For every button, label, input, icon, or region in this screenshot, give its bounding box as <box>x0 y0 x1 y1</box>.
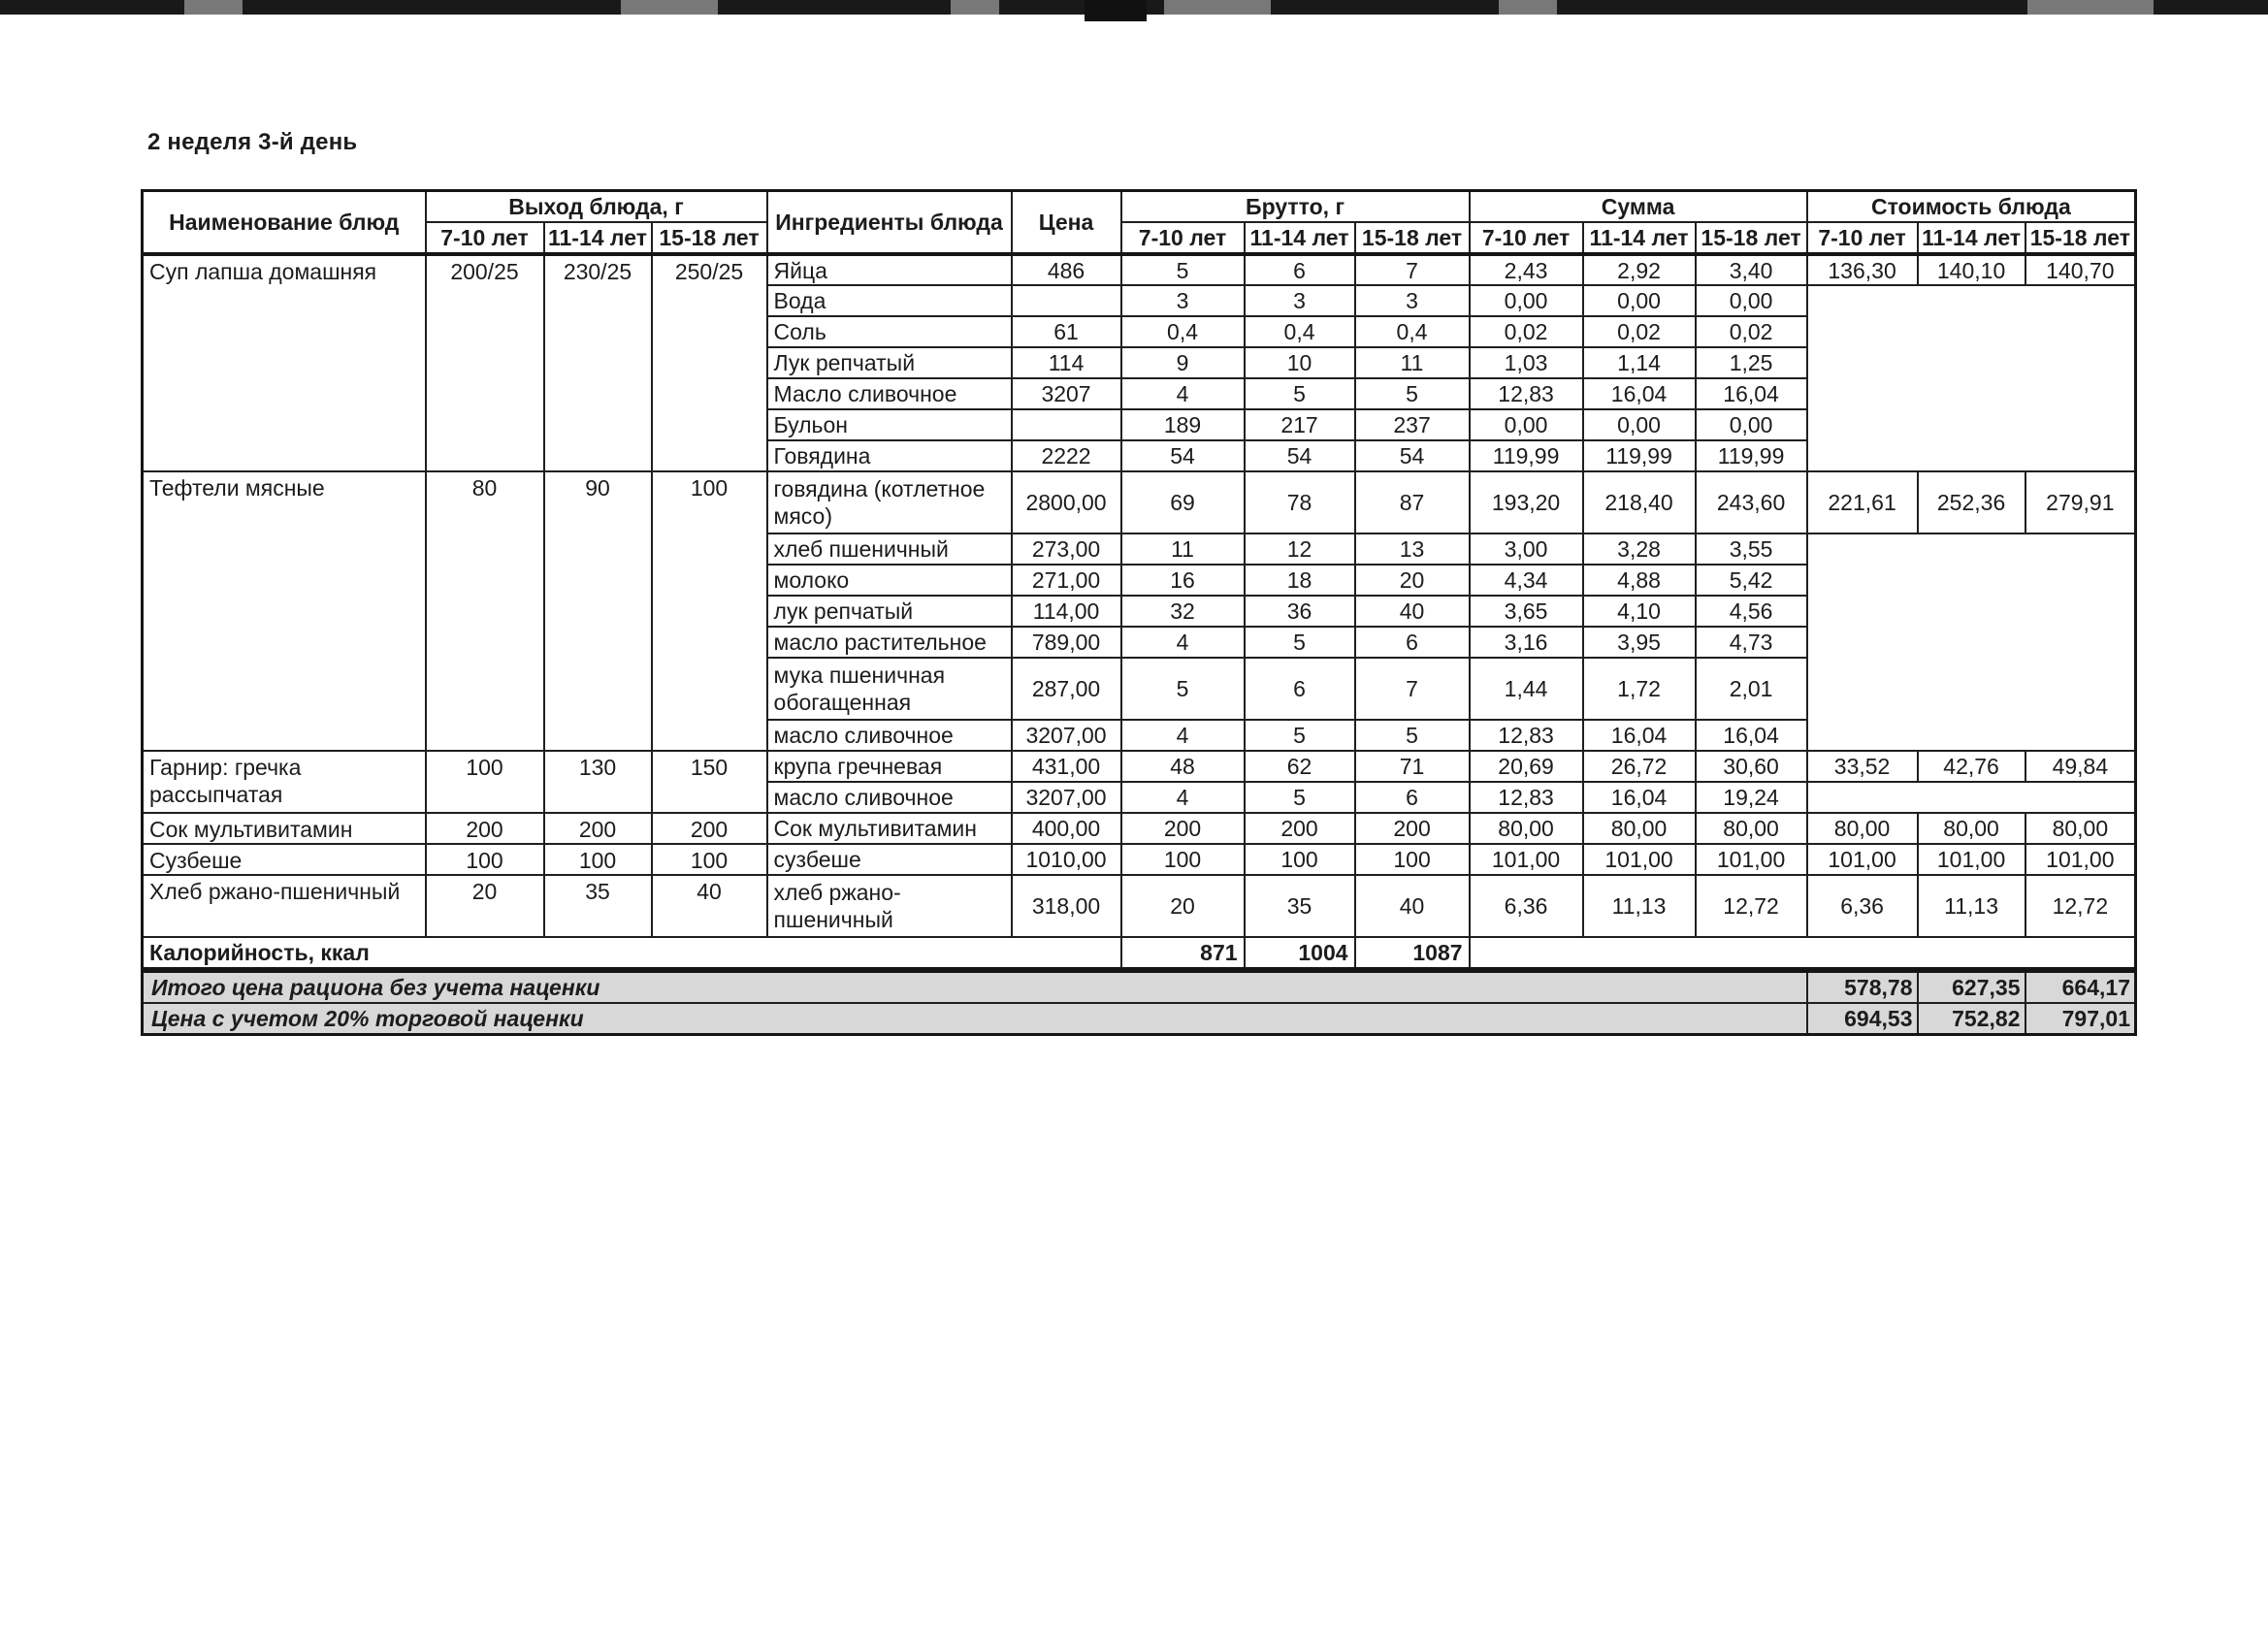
gross-cell: 4 <box>1121 627 1245 658</box>
ingredient-cell: лук репчатый <box>767 596 1012 627</box>
gross-cell: 5 <box>1245 378 1355 409</box>
sum-cell: 12,83 <box>1470 378 1583 409</box>
price-cell: 61 <box>1012 316 1121 347</box>
gross-cell: 3 <box>1355 285 1470 316</box>
sum-cell: 3,00 <box>1470 534 1583 565</box>
price-cell: 271,00 <box>1012 565 1121 596</box>
col-header-dish: Наименование блюд <box>143 191 426 255</box>
gross-cell: 100 <box>1245 844 1355 875</box>
col-header-age: 7-10 лет <box>1121 222 1245 254</box>
dish-name-cell: Сок мультивитамин <box>143 813 426 844</box>
scan-edge-artifact <box>0 0 2268 15</box>
calories-value: 1004 <box>1245 937 1355 968</box>
sum-cell: 4,56 <box>1696 596 1807 627</box>
price-cell: 1010,00 <box>1012 844 1121 875</box>
sum-cell: 1,72 <box>1583 658 1696 720</box>
ingredient-row <box>143 875 2136 937</box>
gross-cell: 11 <box>1355 347 1470 378</box>
ingredient-row <box>143 254 2136 285</box>
totals-value: 694,53 <box>1807 1003 1918 1035</box>
col-header-age: 15-18 лет <box>652 222 767 254</box>
output-cell: 40 <box>652 875 767 937</box>
price-cell: 2800,00 <box>1012 471 1121 534</box>
totals-row <box>143 1003 2136 1035</box>
dish-name-cell: Сузбеше <box>143 844 426 875</box>
ingredient-cell: Масло сливочное <box>767 378 1012 409</box>
gross-cell: 71 <box>1355 751 1470 782</box>
price-cell: 273,00 <box>1012 534 1121 565</box>
sum-cell: 101,00 <box>1583 844 1696 875</box>
gross-cell: 0,4 <box>1121 316 1245 347</box>
ingredient-cell: Вода <box>767 285 1012 316</box>
scan-artifact <box>184 0 243 15</box>
ingredient-row <box>143 844 2136 875</box>
dish-name-cell: Гарнир: гречка рассыпчатая <box>143 751 426 813</box>
sum-cell: 119,99 <box>1696 440 1807 471</box>
output-cell: 100 <box>652 471 767 751</box>
ingredient-cell: Сок мультивитамин <box>767 813 1012 844</box>
gross-cell: 10 <box>1245 347 1355 378</box>
cost-spacer-cell <box>1807 534 2136 751</box>
gross-cell: 7 <box>1355 658 1470 720</box>
gross-cell: 40 <box>1355 875 1470 937</box>
col-header-gross: Брутто, г <box>1121 191 1470 223</box>
gross-cell: 200 <box>1355 813 1470 844</box>
output-cell: 80 <box>426 471 544 751</box>
col-header-age: 11-14 лет <box>1245 222 1355 254</box>
gross-cell: 32 <box>1121 596 1245 627</box>
sum-cell: 20,69 <box>1470 751 1583 782</box>
gross-cell: 6 <box>1355 782 1470 813</box>
gross-cell: 40 <box>1355 596 1470 627</box>
cost-spacer-cell <box>1807 782 2136 813</box>
sum-cell: 243,60 <box>1696 471 1807 534</box>
scan-artifact <box>951 0 999 15</box>
sum-cell: 2,43 <box>1470 254 1583 285</box>
ingredient-cell: сузбеше <box>767 844 1012 875</box>
ingredient-cell: хлеб пшеничный <box>767 534 1012 565</box>
ingredient-row <box>143 751 2136 782</box>
totals-value: 797,01 <box>2025 1003 2136 1035</box>
gross-cell: 0,4 <box>1245 316 1355 347</box>
col-header-age: 11-14 лет <box>1583 222 1696 254</box>
sum-cell: 5,42 <box>1696 565 1807 596</box>
sum-cell: 3,16 <box>1470 627 1583 658</box>
ingredient-cell: крупа гречневая <box>767 751 1012 782</box>
sum-cell: 12,83 <box>1470 720 1583 751</box>
gross-cell: 5 <box>1245 627 1355 658</box>
scan-artifact <box>1085 0 1147 21</box>
gross-cell: 11 <box>1121 534 1245 565</box>
gross-cell: 16 <box>1121 565 1245 596</box>
gross-cell: 200 <box>1245 813 1355 844</box>
totals-value: 627,35 <box>1918 972 2025 1004</box>
gross-cell: 3 <box>1121 285 1245 316</box>
sum-cell: 80,00 <box>1470 813 1583 844</box>
scan-artifact <box>2027 0 2154 15</box>
sum-cell: 2,92 <box>1583 254 1696 285</box>
sum-cell: 30,60 <box>1696 751 1807 782</box>
sum-cell: 0,00 <box>1470 285 1583 316</box>
price-cell: 114 <box>1012 347 1121 378</box>
output-cell: 35 <box>544 875 652 937</box>
sum-cell: 0,02 <box>1470 316 1583 347</box>
gross-cell: 5 <box>1355 720 1470 751</box>
scan-artifact <box>621 0 718 15</box>
col-header-age: 11-14 лет <box>1918 222 2025 254</box>
gross-cell: 12 <box>1245 534 1355 565</box>
gross-cell: 100 <box>1121 844 1245 875</box>
gross-cell: 5 <box>1121 254 1245 285</box>
cost-cell: 101,00 <box>1918 844 2025 875</box>
price-cell: 287,00 <box>1012 658 1121 720</box>
gross-cell: 5 <box>1245 782 1355 813</box>
sum-cell: 16,04 <box>1583 782 1696 813</box>
ingredient-cell: Говядина <box>767 440 1012 471</box>
sum-cell: 4,73 <box>1696 627 1807 658</box>
sum-cell: 0,02 <box>1696 316 1807 347</box>
scan-artifact <box>1164 0 1271 15</box>
calories-spacer-cell <box>1470 937 2136 968</box>
cost-cell: 252,36 <box>1918 471 2025 534</box>
output-cell: 100 <box>652 844 767 875</box>
gross-cell: 54 <box>1245 440 1355 471</box>
gross-cell: 20 <box>1121 875 1245 937</box>
dish-name-cell: Суп лапша домашняя <box>143 254 426 471</box>
sum-cell: 4,34 <box>1470 565 1583 596</box>
gross-cell: 54 <box>1355 440 1470 471</box>
gross-cell: 13 <box>1355 534 1470 565</box>
output-cell: 100 <box>544 844 652 875</box>
page-title: 2 неделя 3-й день <box>147 129 358 155</box>
dish-name-cell: Тефтели мясные <box>143 471 426 751</box>
ingredient-cell: хлеб ржано-пшеничный <box>767 875 1012 937</box>
cost-cell: 80,00 <box>2025 813 2136 844</box>
col-header-age: 15-18 лет <box>1696 222 1807 254</box>
col-header-age: 7-10 лет <box>1807 222 1918 254</box>
sum-cell: 11,13 <box>1583 875 1696 937</box>
cost-cell: 11,13 <box>1918 875 2025 937</box>
cost-spacer-cell <box>1807 285 2136 471</box>
gross-cell: 6 <box>1245 658 1355 720</box>
sum-cell: 6,36 <box>1470 875 1583 937</box>
sum-cell: 0,02 <box>1583 316 1696 347</box>
sum-cell: 101,00 <box>1470 844 1583 875</box>
menu-cost-table <box>141 189 2137 970</box>
ingredient-cell: Яйца <box>767 254 1012 285</box>
sum-cell: 12,72 <box>1696 875 1807 937</box>
gross-cell: 18 <box>1245 565 1355 596</box>
gross-cell: 20 <box>1355 565 1470 596</box>
output-cell: 20 <box>426 875 544 937</box>
price-cell: 114,00 <box>1012 596 1121 627</box>
ingredient-cell: говядина (котлетное мясо) <box>767 471 1012 534</box>
dish-name-cell: Хлеб ржано-пшеничный <box>143 875 426 937</box>
price-cell: 3207 <box>1012 378 1121 409</box>
totals-table <box>141 970 2137 1036</box>
price-cell <box>1012 285 1121 316</box>
col-header-age: 11-14 лет <box>544 222 652 254</box>
sum-cell: 16,04 <box>1583 720 1696 751</box>
sum-cell: 80,00 <box>1696 813 1807 844</box>
ingredient-cell: мука пшеничная обогащенная <box>767 658 1012 720</box>
sum-cell: 3,65 <box>1470 596 1583 627</box>
sum-cell: 4,88 <box>1583 565 1696 596</box>
sum-cell: 19,24 <box>1696 782 1807 813</box>
sum-cell: 80,00 <box>1583 813 1696 844</box>
gross-cell: 5 <box>1245 720 1355 751</box>
price-cell <box>1012 409 1121 440</box>
gross-cell: 78 <box>1245 471 1355 534</box>
gross-cell: 7 <box>1355 254 1470 285</box>
ingredient-cell: масло растительное <box>767 627 1012 658</box>
gross-cell: 36 <box>1245 596 1355 627</box>
header-group-row <box>143 191 2136 223</box>
output-cell: 100 <box>426 844 544 875</box>
sum-cell: 16,04 <box>1696 720 1807 751</box>
cost-cell: 80,00 <box>1918 813 2025 844</box>
gross-cell: 4 <box>1121 378 1245 409</box>
sum-cell: 0,00 <box>1583 409 1696 440</box>
sum-cell: 16,04 <box>1696 378 1807 409</box>
sum-cell: 119,99 <box>1470 440 1583 471</box>
sum-cell: 2,01 <box>1696 658 1807 720</box>
totals-value: 752,82 <box>1918 1003 2025 1035</box>
sum-cell: 3,95 <box>1583 627 1696 658</box>
gross-cell: 6 <box>1355 627 1470 658</box>
sum-cell: 16,04 <box>1583 378 1696 409</box>
price-cell: 486 <box>1012 254 1121 285</box>
sum-cell: 3,28 <box>1583 534 1696 565</box>
price-cell: 431,00 <box>1012 751 1121 782</box>
sum-cell: 0,00 <box>1583 285 1696 316</box>
cost-cell: 33,52 <box>1807 751 1918 782</box>
gross-cell: 35 <box>1245 875 1355 937</box>
price-cell: 2222 <box>1012 440 1121 471</box>
output-cell: 200 <box>544 813 652 844</box>
calories-label: Калорийность, ккал <box>143 937 1121 968</box>
cost-cell: 101,00 <box>1807 844 1918 875</box>
totals-row <box>143 972 2136 1004</box>
col-header-price: Цена <box>1012 191 1121 255</box>
output-cell: 200 <box>652 813 767 844</box>
sum-cell: 1,25 <box>1696 347 1807 378</box>
ingredient-row <box>143 813 2136 844</box>
output-cell: 230/25 <box>544 254 652 471</box>
cost-cell: 279,91 <box>2025 471 2136 534</box>
cost-cell: 6,36 <box>1807 875 1918 937</box>
output-cell: 130 <box>544 751 652 813</box>
sum-cell: 0,00 <box>1696 285 1807 316</box>
output-cell: 90 <box>544 471 652 751</box>
price-cell: 400,00 <box>1012 813 1121 844</box>
header-age-row <box>143 222 2136 254</box>
gross-cell: 3 <box>1245 285 1355 316</box>
sum-cell: 26,72 <box>1583 751 1696 782</box>
calories-row <box>143 937 2136 968</box>
col-header-sum: Сумма <box>1470 191 1807 223</box>
totals-value: 578,78 <box>1807 972 1918 1004</box>
ingredient-cell: молоко <box>767 565 1012 596</box>
col-header-age: 7-10 лет <box>1470 222 1583 254</box>
sum-cell: 193,20 <box>1470 471 1583 534</box>
gross-cell: 4 <box>1121 782 1245 813</box>
totals-label: Цена с учетом 20% торговой наценки <box>143 1003 1807 1035</box>
price-cell: 789,00 <box>1012 627 1121 658</box>
price-cell: 3207,00 <box>1012 720 1121 751</box>
sum-cell: 12,83 <box>1470 782 1583 813</box>
price-cell: 3207,00 <box>1012 782 1121 813</box>
ingredient-cell: масло сливочное <box>767 782 1012 813</box>
gross-cell: 5 <box>1355 378 1470 409</box>
ingredient-cell: Бульон <box>767 409 1012 440</box>
gross-cell: 87 <box>1355 471 1470 534</box>
col-header-age: 7-10 лет <box>426 222 544 254</box>
cost-cell: 42,76 <box>1918 751 2025 782</box>
ingredient-cell: масло сливочное <box>767 720 1012 751</box>
col-header-age: 15-18 лет <box>2025 222 2136 254</box>
sum-cell: 101,00 <box>1696 844 1807 875</box>
gross-cell: 48 <box>1121 751 1245 782</box>
col-header-output: Выход блюда, г <box>426 191 767 223</box>
gross-cell: 0,4 <box>1355 316 1470 347</box>
col-header-age: 15-18 лет <box>1355 222 1470 254</box>
totals-value: 664,17 <box>2025 972 2136 1004</box>
sum-cell: 1,03 <box>1470 347 1583 378</box>
cost-cell: 136,30 <box>1807 254 1918 285</box>
scan-artifact <box>1499 0 1557 15</box>
ingredient-row <box>143 471 2136 534</box>
price-cell: 318,00 <box>1012 875 1121 937</box>
sum-cell: 3,40 <box>1696 254 1807 285</box>
cost-cell: 140,10 <box>1918 254 2025 285</box>
gross-cell: 237 <box>1355 409 1470 440</box>
calories-value: 871 <box>1121 937 1245 968</box>
sum-cell: 3,55 <box>1696 534 1807 565</box>
cost-cell: 80,00 <box>1807 813 1918 844</box>
calories-value: 1087 <box>1355 937 1470 968</box>
cost-cell: 12,72 <box>2025 875 2136 937</box>
sum-cell: 119,99 <box>1583 440 1696 471</box>
gross-cell: 69 <box>1121 471 1245 534</box>
gross-cell: 217 <box>1245 409 1355 440</box>
col-header-ingredients: Ингредиенты блюда <box>767 191 1012 255</box>
gross-cell: 189 <box>1121 409 1245 440</box>
col-header-cost: Стоимость блюда <box>1807 191 2136 223</box>
sum-cell: 1,44 <box>1470 658 1583 720</box>
gross-cell: 100 <box>1355 844 1470 875</box>
gross-cell: 200 <box>1121 813 1245 844</box>
output-cell: 150 <box>652 751 767 813</box>
sum-cell: 218,40 <box>1583 471 1696 534</box>
gross-cell: 9 <box>1121 347 1245 378</box>
sum-cell: 0,00 <box>1470 409 1583 440</box>
sum-cell: 0,00 <box>1696 409 1807 440</box>
output-cell: 100 <box>426 751 544 813</box>
cost-cell: 140,70 <box>2025 254 2136 285</box>
sum-cell: 4,10 <box>1583 596 1696 627</box>
gross-cell: 5 <box>1121 658 1245 720</box>
cost-cell: 49,84 <box>2025 751 2136 782</box>
output-cell: 200 <box>426 813 544 844</box>
cost-cell: 101,00 <box>2025 844 2136 875</box>
gross-cell: 54 <box>1121 440 1245 471</box>
gross-cell: 4 <box>1121 720 1245 751</box>
ingredient-cell: Соль <box>767 316 1012 347</box>
cost-cell: 221,61 <box>1807 471 1918 534</box>
sum-cell: 1,14 <box>1583 347 1696 378</box>
gross-cell: 62 <box>1245 751 1355 782</box>
totals-label: Итого цена рациона без учета наценки <box>143 972 1807 1004</box>
output-cell: 250/25 <box>652 254 767 471</box>
output-cell: 200/25 <box>426 254 544 471</box>
gross-cell: 6 <box>1245 254 1355 285</box>
ingredient-cell: Лук репчатый <box>767 347 1012 378</box>
